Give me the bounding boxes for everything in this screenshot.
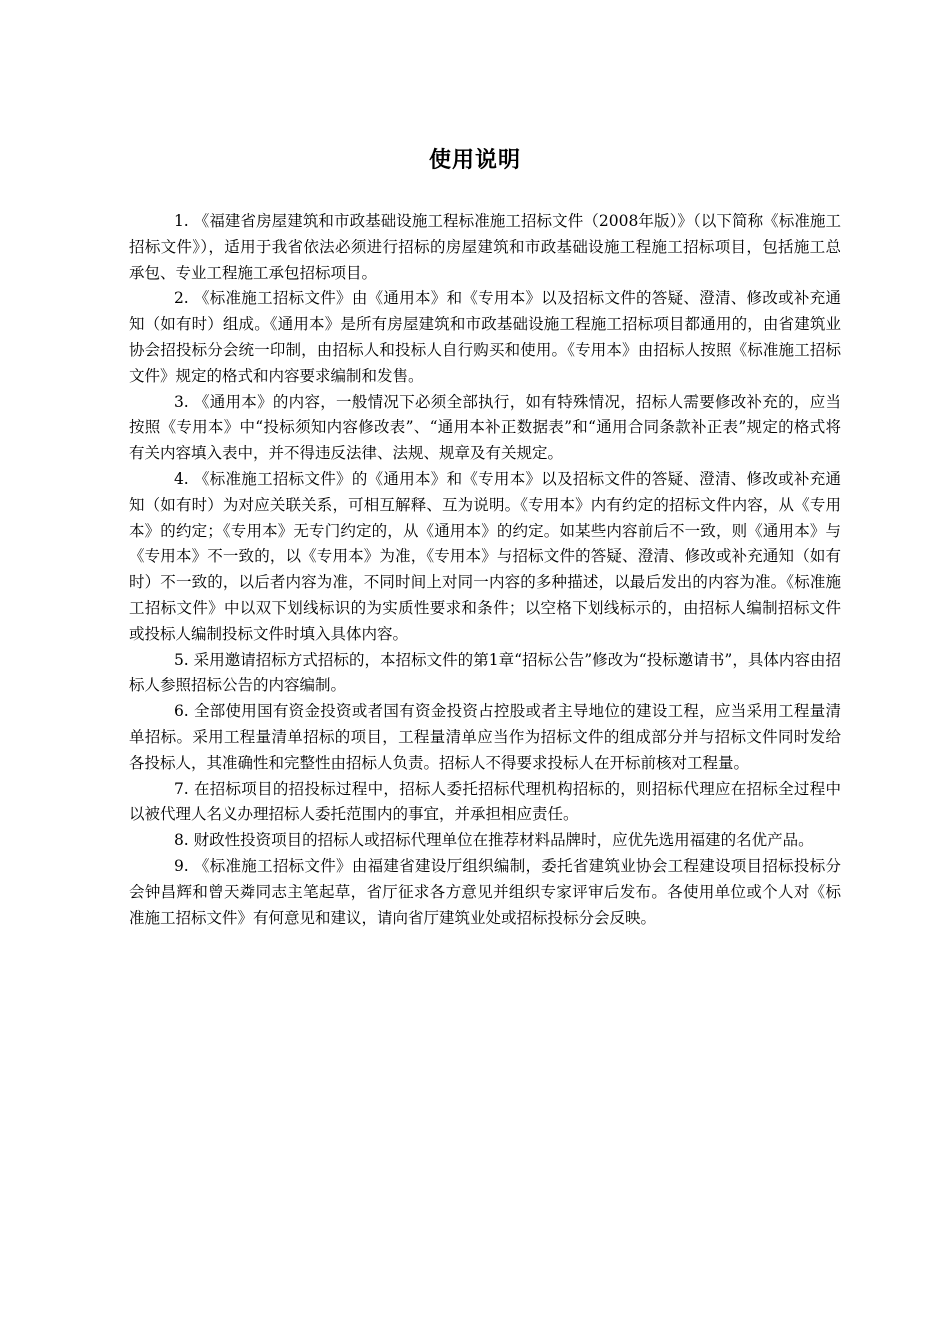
paragraph-8: 8. 财政性投资项目的招标人或招标代理单位在推荐材料品牌时，应优先选用福建的名优产品。 <box>173 831 814 850</box>
paragraph-6: 6. 全部使用国有资金投资或者国有资金投资占控股或者主导地位的建设工程，应当采用工程量清单招标。采用工程量清单招标的项目，工程量清单应当作为招标文件的组成部分并与招标文件同时发给各投标人，其准确性和完整性由招标人负责。招标人不得要求投标人在开标前核对工程量。 <box>129 702 841 772</box>
paragraph-9: 9. 《标准施工招标文件》由福建省建设厅组织编制，委托省建筑业协会工程建设项目招标投标分会钟昌辉和曾天粦同志主笔起草，省厅征求各方意见并组织专家评审后发布。各使用单位或个人对《标准施工招标文件》有何意见和建议，请向省厅建筑业处或招标投标分会反映。 <box>129 856 841 927</box>
paragraph-5: 5. 采用邀请招标方式招标的，本招标文件的第1章“招标公告”修改为“投标邀请书”，具体内容由招标人参照招标公告的内容编制。 <box>129 650 841 695</box>
document-body <box>129 209 841 931</box>
paragraph-1: 1. 《福建省房屋建筑和市政基础设施工程标准施工招标文件（2008年版）》（以下简称《标准施工招标文件》），适用于我省依法必须进行招标的房屋建筑和市政基础设施工程施工招标项目，包括施工总承包、专业工程施工承包招标项目。 <box>129 212 841 282</box>
paragraph-4: 4. 《标准施工招标文件》的《通用本》和《专用本》以及招标文件的答疑、澄清、修改或补充通知（如有时）为对应关联关系，可相互解释、互为说明。《专用本》内有约定的招标文件内容，从《专用本》的约定；《专用本》无专门约定的，从《通用本》的约定。如某些内容前后不一致，则《通用本》与《专用本》不一致的，以《专用本》为准，《专用本》与招标文件的答疑、澄清、修改或补充通知（如有时）不一致的，以后者内容为准，不同时间上对同一内容的多种描述，以最后发出的内容为准。《标准施工招标文件》中以双下划线标识的为实质性要求和条件；以空格下划线标示的，由招标人编制招标文件或投标人编制投标文件时填入具体内容。 <box>129 469 841 643</box>
paragraph-7: 7. 在招标项目的招投标过程中，招标人委托招标代理机构招标的，则招标代理应在招标全过程中以被代理人名义办理招标人委托范围内的事宜，并承担相应责任。 <box>129 779 841 824</box>
paragraph-3: 3. 《通用本》的内容，一般情况下必须全部执行，如有特殊情况，招标人需要修改补充的，应当按照《专用本》中“投标须知内容修改表”、“通用本补正数据表”和“通用合同条款补正表”规定的格式将有关内容填入表中，并不得违反法律、法规、规章及有关规定。 <box>129 392 841 463</box>
page-title: 使用说明 <box>428 148 521 173</box>
paragraph-2: 2. 《标准施工招标文件》由《通用本》和《专用本》以及招标文件的答疑、澄清、修改或补充通知（如有时）组成。《通用本》是所有房屋建筑和市政基础设施工程施工招标项目都通用的，由省建筑业协会招投标分会统一印制，由招标人和投标人自行购买和使用。《专用本》由招标人按照《标准施工招标文件》规定的格式和内容要求编制和发售。 <box>129 289 841 385</box>
